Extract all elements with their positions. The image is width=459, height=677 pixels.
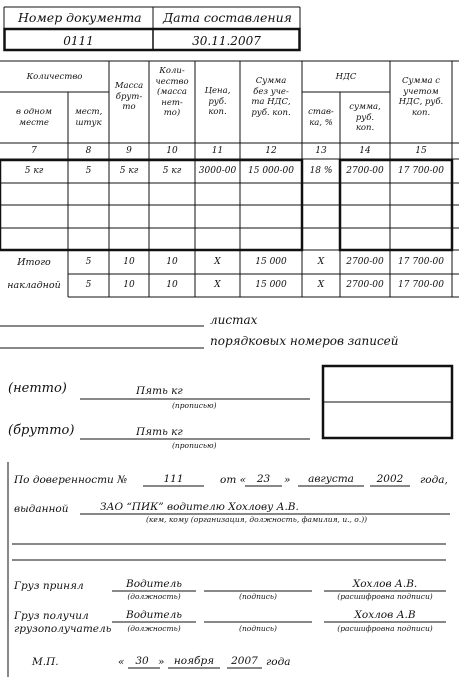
accepted-caption-position: (должность) [127,592,181,601]
totals-cell: 10 [123,257,135,267]
totals-cell: 17 700-00 [398,280,444,290]
col-sum-no-vat-header: Сумма без уче- та НДС, руб. коп. [251,76,291,118]
totals-cell: 5 [85,257,92,267]
column-number: 10 [166,146,178,156]
col-net-header: Коли- чество (масса нет- то) [155,66,189,118]
brutto-caption: (прописью) [172,441,217,450]
stamp-mp: М.П. [32,656,59,668]
table-cell: 3000-00 [198,166,237,176]
stamp-month: ноября [173,655,215,667]
col-places-header: мест, штук [74,107,103,128]
issued-value: ЗАО “ПИК” водителю Хохлову А.В. [100,501,299,513]
col-one-place-header: в одном месте [16,107,52,128]
issued-label: выданной [14,503,69,515]
proxy-day-close: » [284,474,291,486]
proxy-year-suffix: года, [420,474,448,486]
proxy-month: августа [308,473,354,485]
table-cell: 17 700-00 [398,166,444,176]
column-number: 11 [211,146,224,156]
issued-caption: (кем, кому (организация, должность, фамилия, и., о.)) [146,515,368,524]
doc-date-label: Дата составления [163,10,292,25]
doc-number-value: 0111 [63,34,94,48]
sheets-label: листах [210,313,258,327]
doc-date-value: 30.11.2007 [192,34,261,48]
stamp-year-suffix: года [266,656,291,668]
totals-cell: Х [214,280,221,290]
accepted-caption-signature: (подпись) [239,592,277,601]
totals-cell: 5 [85,280,92,290]
received-position: Водитель [125,609,183,621]
netto-value: Пять кг [136,385,183,397]
totals-cell: Х [317,280,325,290]
column-number: 7 [31,146,37,156]
stamp-day: 30 [135,655,149,667]
received-caption-position: (должность) [127,624,181,633]
totals-cell: 15 000 [255,280,287,290]
col-price-header: Цена, руб. коп. [204,86,231,117]
table-cell: 5 кг [162,166,182,176]
brutto-label: (брутто) [8,423,75,438]
accepted-position: Водитель [125,578,183,590]
totals-cell: Х [214,257,221,267]
records-label: порядковых номеров записей [210,334,399,348]
netto-label: (нетто) [8,381,67,396]
totals-cell: 10 [123,280,135,290]
table-cell: 5 кг [24,166,44,176]
accepted-caption-name: (расшифровна подписи) [337,592,433,601]
received-label-2: грузополучатель [14,623,112,635]
totals-cell: 15 000 [255,257,287,267]
proxy-from: от « [220,474,247,486]
column-number: 14 [359,146,371,156]
totals-cell: 2700-00 [346,280,384,290]
proxy-year: 2002 [376,473,404,485]
received-caption-name: (расшифровна подписи) [337,624,433,633]
column-number: 9 [126,146,132,156]
group-quantity-header: Количество [26,72,83,82]
totals-label: Итого [17,257,51,268]
col-rate-header: став- ка, % [308,107,334,128]
stamp-year: 2007 [231,655,258,667]
proxy-label: По доверенности № [14,474,128,486]
received-name: Хохлов А.В [354,609,416,621]
totals-cell: Х [317,257,325,267]
brutto-value: Пять кг [136,426,183,438]
column-number: 8 [85,146,92,156]
proxy-day: 23 [256,473,271,485]
received-label-1: Груз получил [14,610,89,622]
table-cell: 15 000-00 [248,166,294,176]
netto-caption: (прописью) [172,401,217,410]
totals-label: накладной [7,280,61,291]
proxy-number: 111 [163,473,184,485]
accepted-label: Груз принял [14,580,84,592]
column-number: 13 [315,146,327,156]
doc-number-label: Номер документа [18,10,142,25]
column-number: 15 [415,146,427,156]
accepted-name: Хохлов А.В. [352,578,418,590]
table-cell: 2700-00 [346,166,384,176]
group-vat-header: НДС [335,72,357,82]
col-gross-header: Масса брут- то [114,81,144,112]
totals-cell: 10 [166,257,178,267]
column-number: 12 [265,146,277,156]
table-cell: 5 [85,166,92,176]
totals-cell: 2700-00 [346,257,384,267]
stamp-close-quote: » [158,656,165,668]
table-cell: 5 кг [119,166,139,176]
totals-cell: 10 [166,280,178,290]
stamp-open-quote: « [118,656,125,668]
col-total-header: Сумма с учетом НДС, руб. коп. [398,76,444,118]
totals-cell: 17 700-00 [398,257,444,267]
received-caption-signature: (подпись) [239,624,277,633]
col-vat-sum-header: сумма, руб. коп. [349,102,381,133]
table-cell: 18 % [309,166,333,176]
